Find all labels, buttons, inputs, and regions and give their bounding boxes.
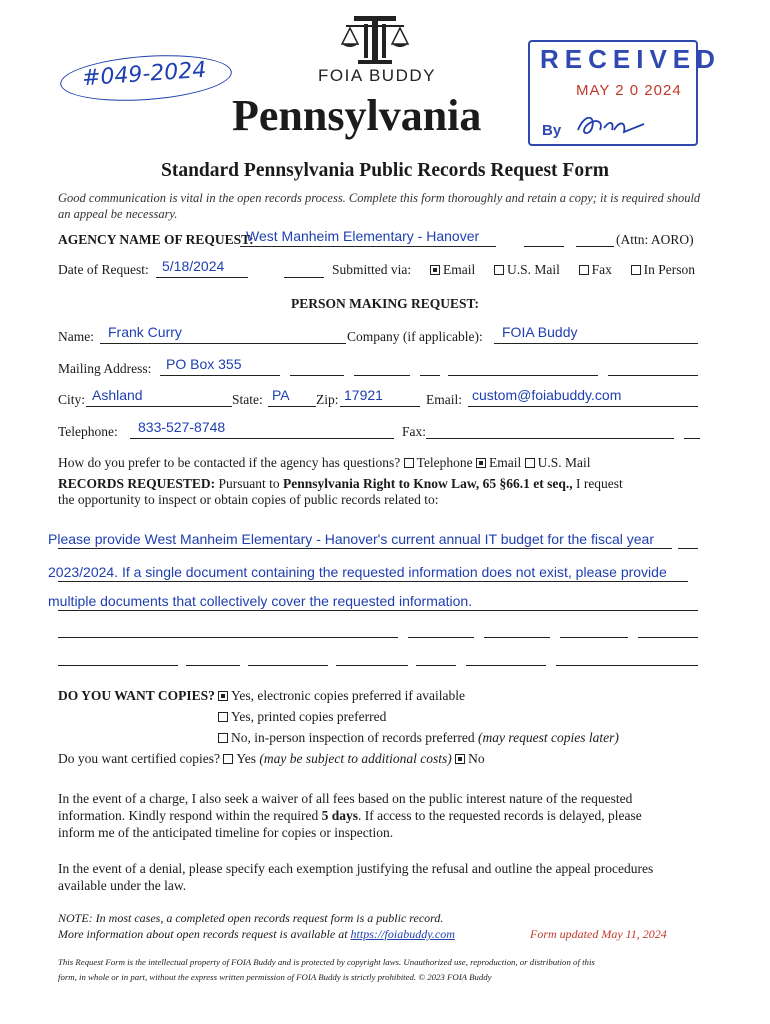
submitted-mail-checkbox[interactable]	[494, 265, 504, 275]
stamp-date: MAY 2 0 2024	[576, 82, 682, 99]
telephone-value[interactable]: 833-527-8748	[138, 419, 226, 435]
email-value[interactable]: custom@foiabuddy.com	[472, 387, 622, 403]
certified-no-checkbox[interactable]	[455, 754, 465, 764]
submitted-fax-checkbox[interactable]	[579, 265, 589, 275]
company-label: Company (if applicable):	[347, 329, 483, 344]
agency-row	[58, 232, 254, 248]
copyright-line-1: This Request Form is the intellectual property of FOIA Buddy and is protected by copyright laws. Unauthorized use, reproduction, or distribution of this	[58, 957, 595, 967]
request-line-2[interactable]: 2023/2024. If a single document containing the requested information does not exist, please provide	[48, 564, 667, 580]
certified-yes-checkbox[interactable]	[223, 754, 233, 764]
copies-inperson-label: No, in-person inspection of records preferred	[231, 730, 479, 745]
zip-label: Zip:	[316, 392, 339, 407]
mailing-label: Mailing Address:	[58, 361, 152, 376]
fees-line-1: In the event of a charge, I also seek a waiver of all fees based on the public interest nature of the requested	[58, 791, 633, 806]
brand-name: FOIA BUDDY	[318, 66, 436, 85]
copies-printed-checkbox[interactable]	[218, 712, 228, 722]
zip-value[interactable]: 17921	[344, 387, 383, 403]
contact-telephone-checkbox[interactable]	[404, 458, 414, 468]
request-line-1[interactable]: Please provide West Manheim Elementary - Hanover's current annual IT budget for the fiscal year	[48, 531, 655, 547]
records-text2: I request	[572, 476, 623, 491]
request-line-3[interactable]: multiple documents that collectively cover the requested information.	[48, 593, 473, 609]
name-value[interactable]: Frank Curry	[108, 324, 182, 340]
fees-line-2a: information. Kindly respond within the required	[58, 808, 322, 823]
copies-label	[58, 688, 215, 704]
contact-telephone-label: Telephone	[416, 455, 473, 470]
city-label: City:	[58, 392, 86, 407]
submitted-inperson-label: In Person	[643, 262, 696, 277]
fees-line-2c: . If access to the requested records is delayed, please	[357, 808, 642, 823]
submitted-inperson-checkbox[interactable]	[631, 265, 641, 275]
contact-mail-checkbox[interactable]	[525, 458, 535, 468]
copies-inperson-note: (may request copies later)	[478, 730, 619, 745]
certified-note: (may be subject to additional costs)	[259, 751, 452, 766]
submitted-label: Submitted via:	[332, 262, 412, 277]
copyright-line-2: form, in whole or in part, without the express written permission of FOIA Buddy is strictly prohibited. © 2023 FOIA Buddy	[58, 972, 492, 982]
contact-email-label: Email	[489, 455, 522, 470]
foiabuddy-link[interactable]: https://foiabuddy.com	[350, 927, 455, 941]
records-law: Pennsylvania Right to Know Law, 65 §66.1 et seq.,	[283, 476, 573, 491]
agency-value[interactable]: West Manheim Elementary - Hanover	[246, 228, 480, 244]
certified-yes-label: Yes	[236, 751, 260, 766]
contact-pref-row	[58, 455, 591, 471]
submitted-mail-label: U.S. Mail	[507, 262, 560, 277]
handwritten-number: #049-2024	[81, 57, 208, 92]
contact-pref-question: How do you prefer to be contacted if the agency has questions?	[58, 455, 401, 470]
company-value[interactable]: FOIA Buddy	[502, 324, 578, 340]
state-label: State:	[232, 392, 263, 407]
date-label: Date of Request:	[58, 262, 149, 277]
form-updated: Form updated May 11, 2024	[530, 927, 667, 941]
copies-printed-label: Yes, printed copies preferred	[231, 709, 387, 724]
stamp-signature-icon	[574, 110, 654, 140]
submitted-email-label: Email	[443, 262, 476, 277]
state-title: Pennsylvania	[232, 91, 482, 140]
stamp-by: By	[542, 122, 562, 139]
contact-email-checkbox[interactable]	[476, 458, 486, 468]
copies-electronic-checkbox[interactable]	[218, 691, 228, 701]
certified-row	[58, 751, 485, 767]
records-label: RECORDS REQUESTED:	[58, 476, 216, 491]
fees-line-3: inform me of the anticipated timeline for copies or inspection.	[58, 825, 394, 840]
contact-mail-label: U.S. Mail	[537, 455, 591, 470]
agency-attn: (Attn: AORO)	[616, 232, 694, 247]
note-line-1: NOTE: In most cases, a completed open records request form is a public record.	[58, 911, 444, 925]
copies-inperson-checkbox[interactable]	[218, 733, 228, 743]
records-line2: the opportunity to inspect or obtain copies of public records related to:	[58, 492, 439, 507]
state-value[interactable]: PA	[272, 387, 290, 403]
date-value[interactable]: 5/18/2024	[162, 258, 225, 274]
fax-label: Fax:	[402, 424, 427, 439]
fees-days: 5 days	[321, 808, 358, 823]
received-stamp	[528, 40, 721, 146]
copies-option-1	[218, 688, 465, 704]
email-label: Email:	[426, 392, 462, 407]
submitted-options	[430, 262, 695, 278]
records-text1: Pursuant to	[215, 476, 284, 491]
stamp-received-text: RECEIVED	[540, 44, 721, 74]
copies-electronic-label: Yes, electronic copies preferred if available	[231, 688, 466, 703]
copies-option-2	[218, 709, 386, 725]
intro-text: Good communication is vital in the open records process. Complete this form thoroughly and retain a copy; it is required should an appeal be necessary.	[58, 191, 701, 221]
city-value[interactable]: Ashland	[92, 387, 143, 403]
form-title: Standard Pennsylvania Public Records Request Form	[161, 160, 609, 181]
mailing-value[interactable]: PO Box 355	[166, 356, 242, 372]
submitted-email-checkbox[interactable]	[430, 265, 440, 275]
copies-question: DO YOU WANT COPIES?	[58, 688, 215, 703]
note-line-2-text: More information about open records request is available at	[58, 927, 351, 941]
telephone-label: Telephone:	[58, 424, 118, 439]
denial-line-1: In the event of a denial, please specify each exemption justifying the refusal and outline the appeal procedures	[58, 861, 654, 876]
agency-label: AGENCY NAME OF REQUEST:	[58, 232, 254, 247]
copies-option-3	[218, 730, 619, 746]
scales-logo-icon	[340, 12, 410, 66]
note-line-2	[58, 927, 455, 942]
certified-label: Do you want certified copies?	[58, 751, 220, 766]
person-heading: PERSON MAKING REQUEST:	[290, 296, 480, 311]
certified-no-label: No	[468, 751, 485, 766]
submitted-fax-label: Fax	[591, 262, 612, 277]
name-label: Name:	[58, 329, 94, 344]
fees-line-2	[58, 808, 642, 824]
records-line1	[58, 476, 623, 492]
denial-line-2: available under the law.	[58, 878, 187, 893]
